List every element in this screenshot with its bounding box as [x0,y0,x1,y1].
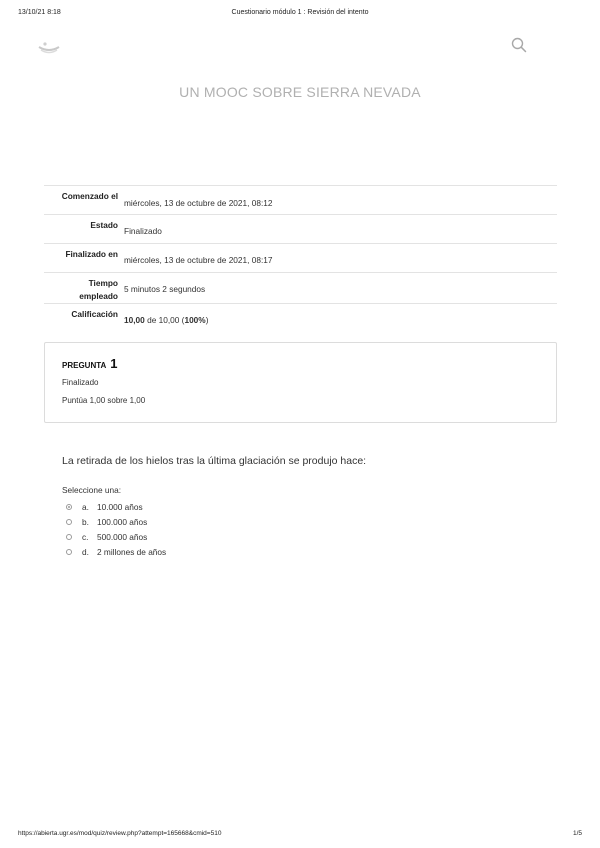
summary-row-state [44,215,557,244]
state-value: Finalizado [124,226,162,236]
radio-d[interactable] [66,549,72,555]
answer-text: 500.000 años [97,531,148,542]
answer-option-c[interactable] [66,529,166,544]
print-footer [18,830,582,842]
radio-b[interactable] [66,519,72,525]
radio-c[interactable] [66,534,72,540]
print-document-title: Cuestionario módulo 1 : Revisión del intento [231,9,369,16]
finished-label: Finalizado en [65,249,118,259]
grade-of: de 10,00 ( [147,315,185,325]
summary-row-started [44,186,557,215]
state-label: Estado [90,220,118,230]
started-value: miércoles, 13 de octubre de 2021, 08:12 [124,198,273,208]
started-label: Comenzado el [61,191,118,201]
answer-text: 2 millones de años [97,546,167,557]
question-label: PREGUNTA [62,361,107,370]
answer-prompt: Seleccione una: [62,485,122,495]
answer-option-b[interactable] [66,514,166,529]
time-label [44,273,124,304]
answer-text: 10.000 años [97,501,143,512]
radio-a[interactable] [66,504,72,510]
question-info-box [44,342,557,423]
answer-letter: a. [82,501,89,512]
answer-letter: b. [82,516,89,527]
answer-option-a[interactable] [66,499,166,514]
print-url: https://abierta.ugr.es/mod/quiz/review.php?attempt=165668&cmid=510 [18,830,222,837]
question-state: Finalizado [62,378,99,387]
question-number: 1 [110,356,118,371]
answer-letter: c. [82,531,89,542]
summary-row-finished [44,244,557,273]
finished-value: miércoles, 13 de octubre de 2021, 08:17 [124,255,273,265]
question-heading [62,356,118,371]
answer-text: 100.000 años [97,516,148,527]
grade-value [124,304,557,332]
site-title[interactable]: UN MOOC SOBRE SIERRA NEVADA [179,84,421,100]
time-value: 5 minutos 2 segundos [124,284,206,294]
time-label-line-1: Tiempo [88,278,118,288]
answer-list [66,499,166,559]
print-date: 13/10/21 8:18 [18,9,61,16]
time-label-line-2: empleado [79,291,118,301]
search-icon[interactable] [511,37,527,53]
answer-option-d[interactable] [66,544,166,559]
summary-row-time [44,273,557,304]
grade-label: Calificación [71,309,118,319]
question-grade: Puntúa 1,00 sobre 1,00 [62,396,146,405]
question-text: La retirada de los hielos tras la última glaciación se produjo hace: [62,455,367,467]
answer-letter: d. [82,546,89,557]
grade-close: ) [205,315,209,325]
summary-row-grade [44,304,557,332]
logo-icon[interactable] [36,38,62,56]
print-header [18,9,582,21]
page-number: 1/5 [572,830,582,837]
grade-score: 10,00 [124,315,145,325]
grade-percent: 100% [184,315,206,325]
attempt-summary-table [44,185,557,332]
